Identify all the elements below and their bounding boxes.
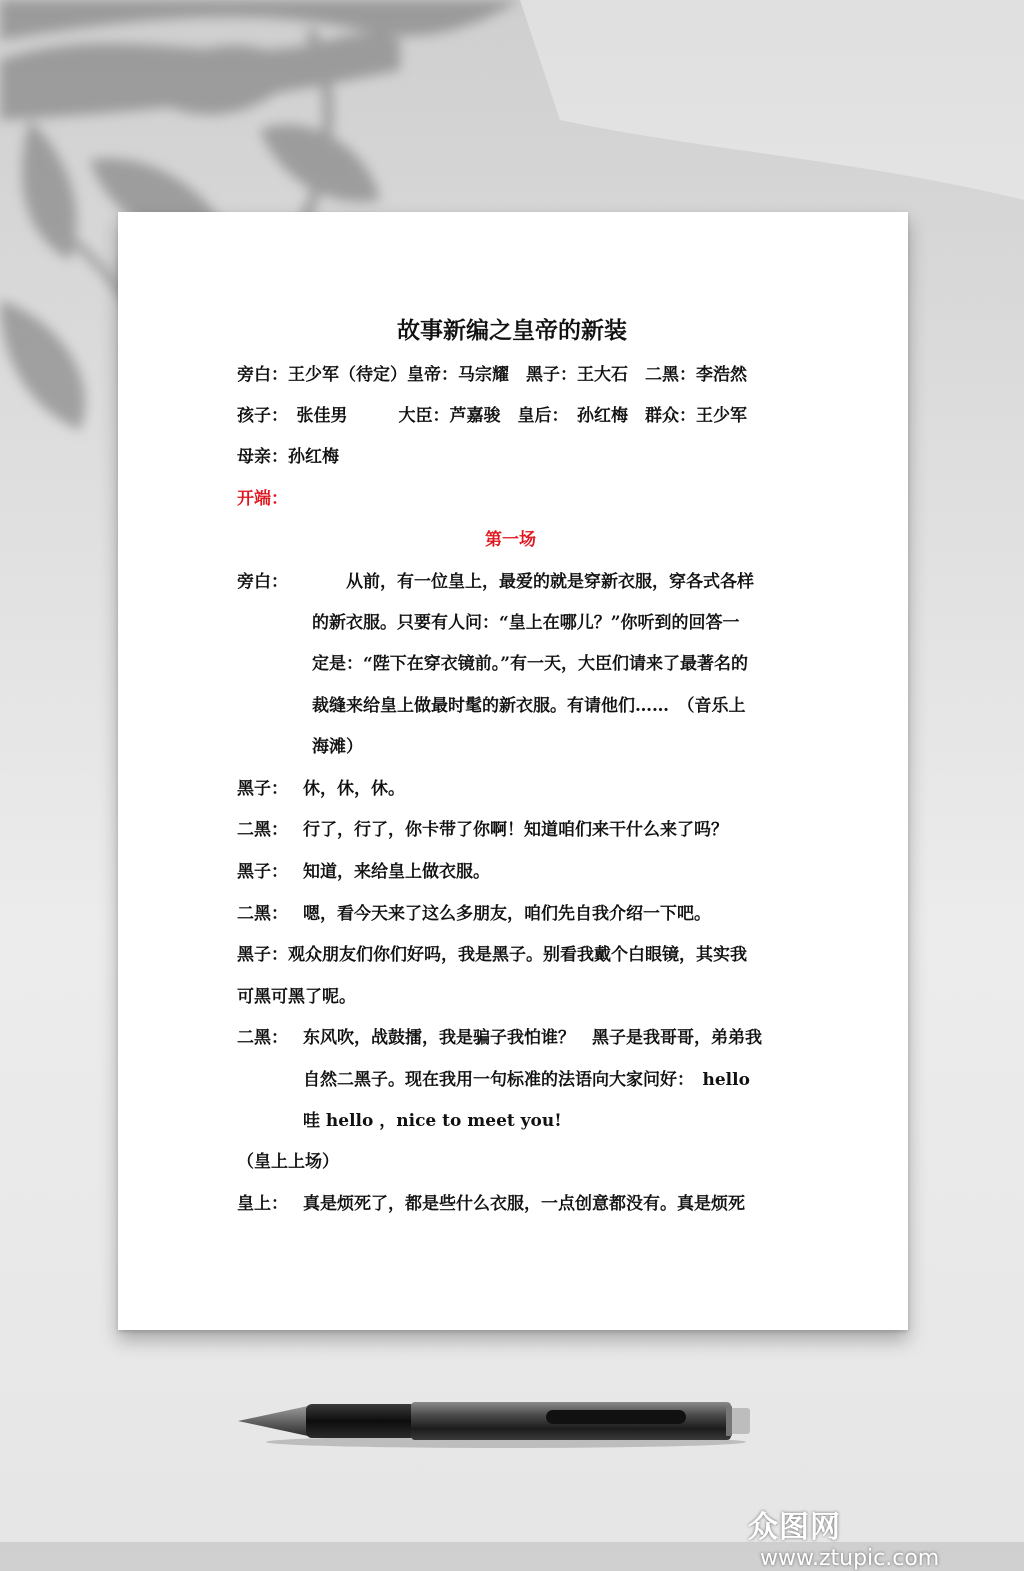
dialogue-text: 休，休，休。	[303, 779, 405, 799]
scene-title: 第一场	[485, 530, 536, 550]
cast-line-3: 母亲：孙红梅	[237, 447, 339, 467]
dialogue-text: 的新衣服。只要有人问：“皇上在哪儿？”你听到的回答一	[312, 613, 740, 633]
dialogue-text: 行了，行了，你卡带了你啊！知道咱们来干什么来了吗？	[303, 820, 728, 840]
speaker-label: 黑子：	[237, 862, 288, 882]
speaker-label: 二黑：	[237, 904, 288, 924]
dialogue-text: 观众朋友们你们好吗，我是黑子。别看我戴个白眼镜，其实我	[288, 945, 747, 965]
dialogue-text: 定是：“陛下在穿衣镜前。”有一天，大臣们请来了最著名的	[312, 654, 749, 674]
dialogue-text: 哇 hello ，nice to meet you!	[303, 1111, 562, 1131]
dialogue-text: 海滩）	[312, 737, 363, 757]
speaker-label: 皇上：	[237, 1194, 288, 1214]
dialogue-text: 知道，来给皇上做衣服。	[303, 862, 490, 882]
speaker-label: 黑子：	[237, 945, 288, 965]
dialogue-text: 裁缝来给皇上做最时髦的新衣服。有请他们…… （音乐上	[312, 696, 746, 716]
dialogue-text: 嗯，看今天来了这么多朋友，咱们先自我介绍一下吧。	[303, 904, 711, 924]
dialogue-text: 可黑可黑了呢。	[237, 987, 356, 1007]
dialogue-text: 真是烦死了，都是些什么衣服，一点创意都没有。真是烦死	[303, 1194, 745, 1214]
pen-image	[236, 1392, 766, 1456]
dialogue-text: 从前，有一位皇上，最爱的就是穿新衣服，穿各式各样	[312, 572, 754, 592]
watermark	[748, 1502, 1024, 1571]
dialogue-text: 东风吹，战鼓擂，我是骗子我怕谁？ 黑子是我哥哥，弟弟我	[303, 1028, 762, 1048]
document-title: 故事新编之皇帝的新装	[397, 317, 627, 344]
speaker-label: 旁白：	[237, 572, 288, 592]
speaker-label: 二黑：	[237, 1028, 288, 1048]
speaker-label: 二黑：	[237, 820, 288, 840]
opening-label: 开端：	[237, 489, 288, 509]
watermark-url: www.ztupic.com	[760, 1546, 940, 1571]
speaker-label: 黑子：	[237, 779, 288, 799]
cast-line-2: 孩子： 张佳男 大臣：芦嘉骏 皇后： 孙红梅 群众：王少军	[237, 406, 747, 426]
cast-line-1: 旁白：王少军（待定）皇帝：马宗耀 黑子：王大石 二黑：李浩然	[237, 365, 747, 385]
dialogue-text: 自然二黑子。现在我用一句标准的法语向大家问好： hello	[303, 1070, 750, 1090]
watermark-logo: 众图网	[748, 1510, 841, 1545]
stage-direction: （皇上上场）	[237, 1152, 339, 1172]
